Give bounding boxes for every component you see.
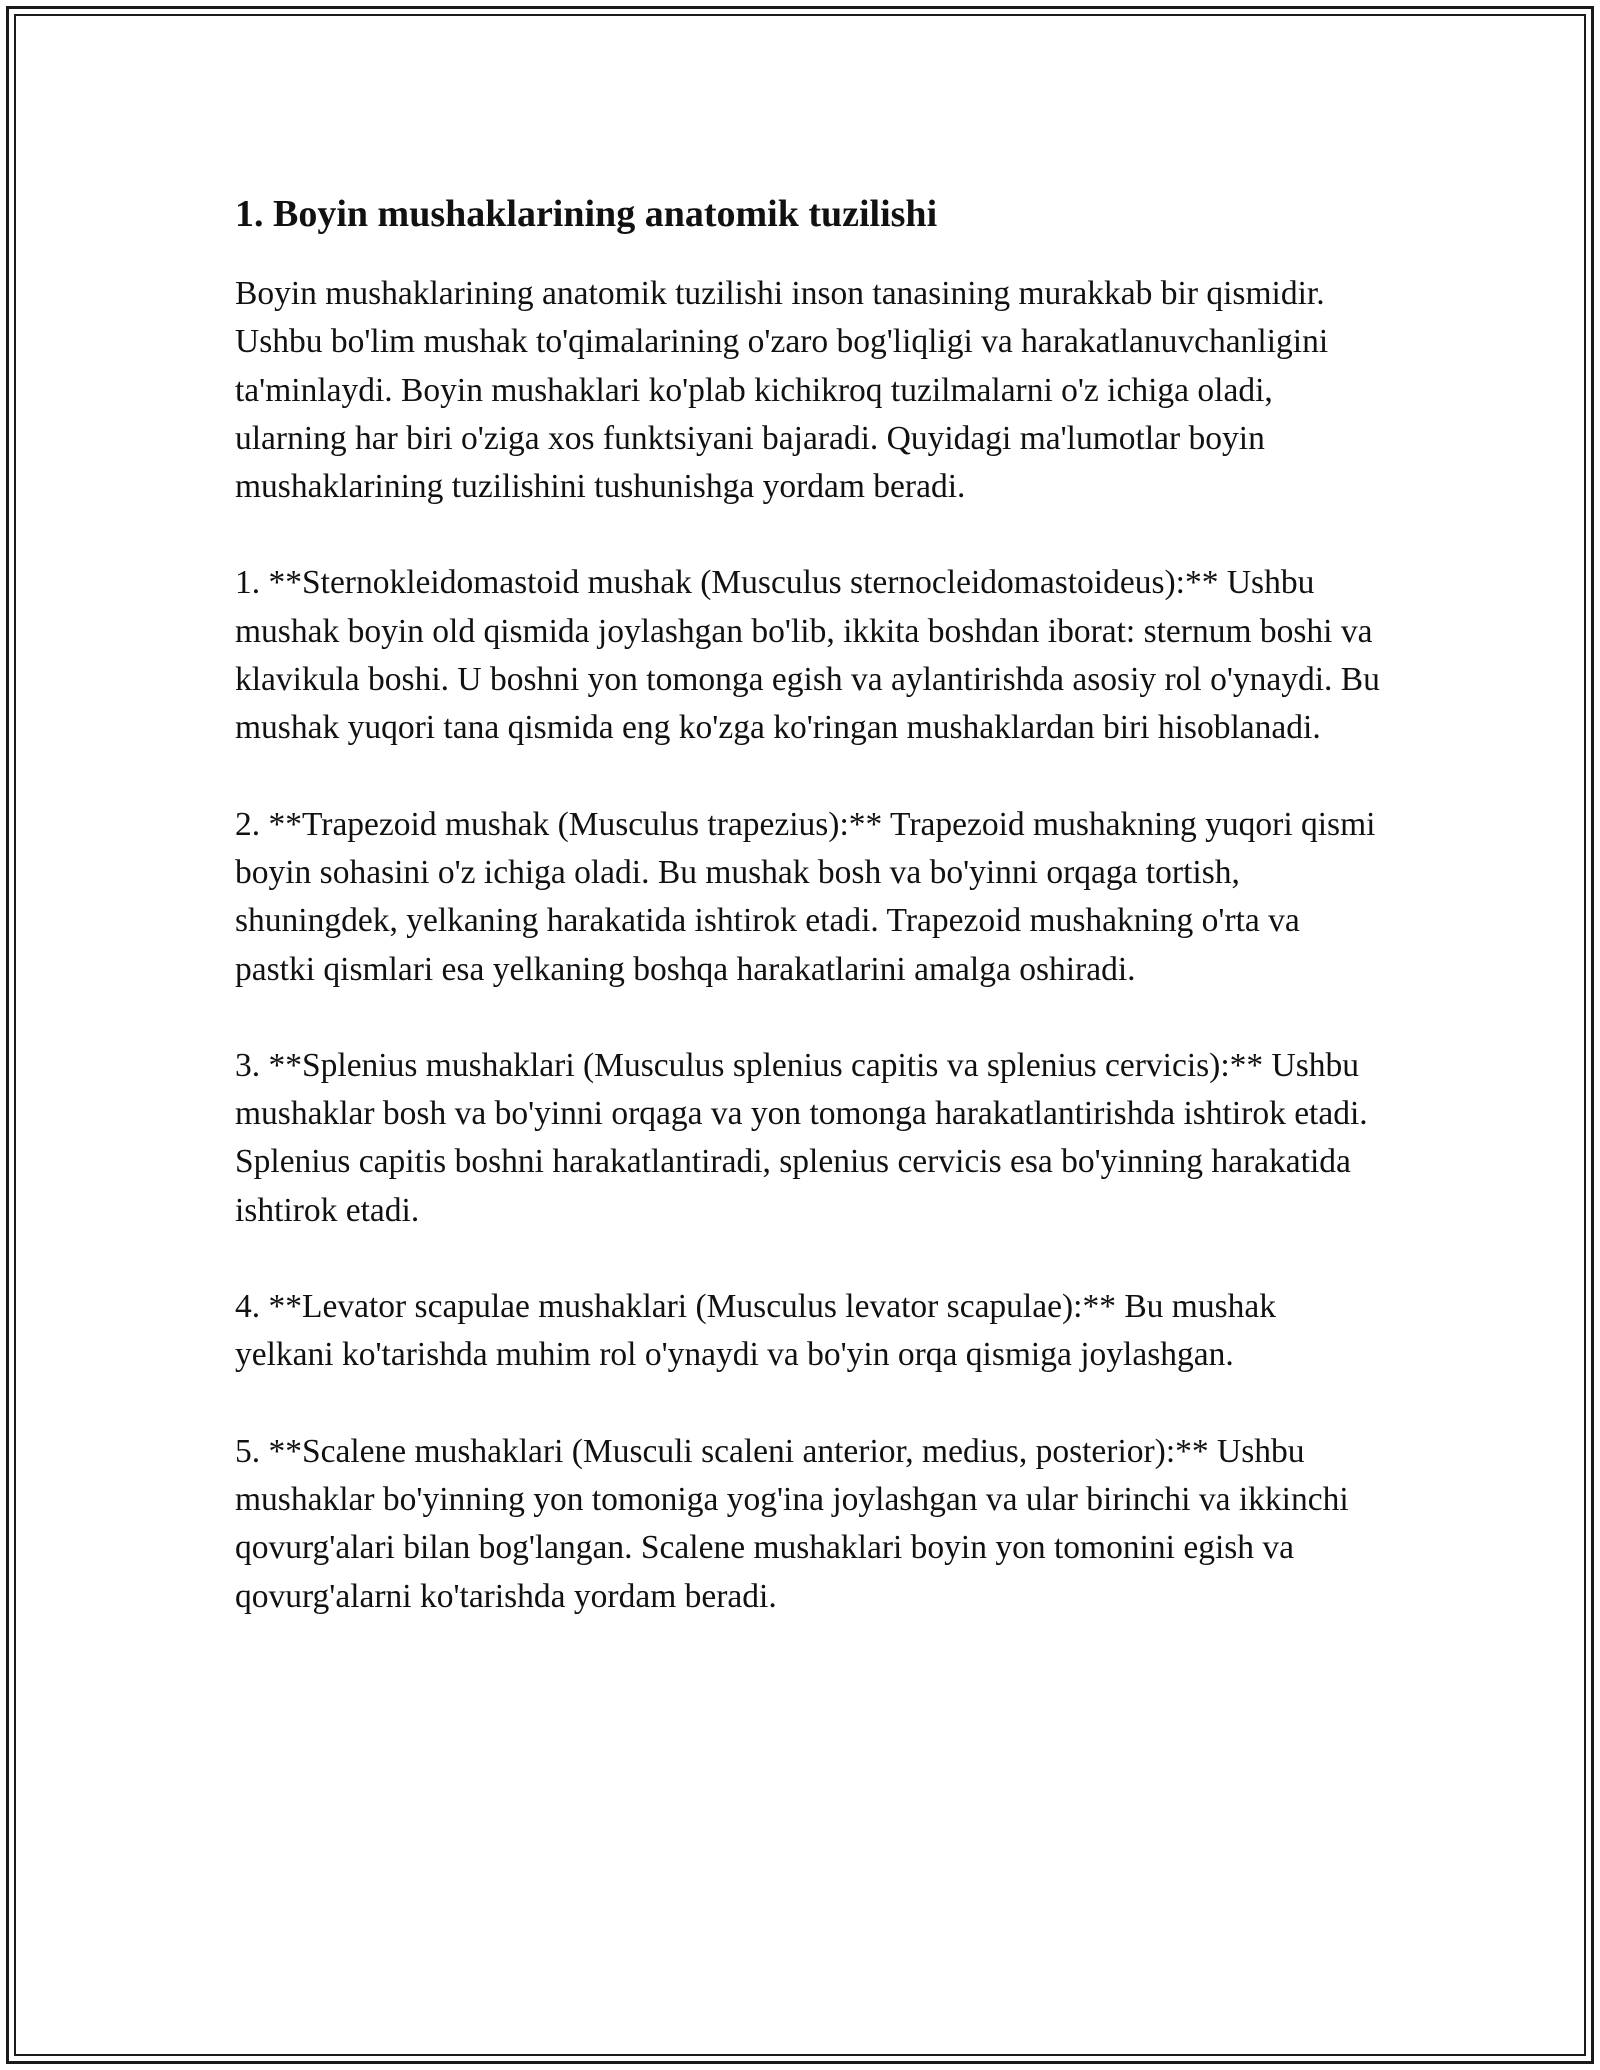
intro-paragraph: Boyin mushaklarining anatomik tuzilishi inson tanasining murakkab bir qismidir. Ushbu bo'lim mushak to'qimalarining o'zaro bog'liqligi va harakatlanuvchanligini ta'minlaydi. Boyin mushaklari ko'plab kichikroq tuzilmalarni o'z ichiga oladi, ularning har biri o'ziga xos funktsiyani bajaradi. Quyidagi ma'lumotlar boyin mushaklarining tuzilishini tushunishga yordam beradi. bbox=[235, 275, 1329, 506]
paragraph-sternocleidomastoid: 1. **Sternokleidomastoid mushak (Musculus sternocleidomastoideus):** Ushbu mushak boyin old qismida joylashgan bo'lib, ikkita boshdan iborat: sternum boshi va klavikula boshi. U boshni yon tomonga egish va aylantirishda asosiy rol o'ynaydi. Bu mushak yuqori tana qismida eng ko'zga ko'ringan mushaklardan biri hisoblanadi. bbox=[235, 564, 1380, 747]
document-body bbox=[235, 188, 1380, 1669]
paragraph-scalene: 5. **Scalene mushaklari (Musculi scaleni anterior, medius, posterior):** Ushbu mushaklar bo'yinning yon tomoniga yog'ina joylashgan va ular birinchi va ikkinchi qovurg'alari bilan bog'langan. Scalene mushaklari boyin yon tomonini egish va qovurg'alarni ko'tarishda yordam beradi. bbox=[235, 1432, 1349, 1615]
paragraph-levator-scapulae: 4. **Levator scapulae mushaklari (Musculus levator scapulae):** Bu mushak yelkani ko'tarishda muhim rol o'ynaydi va bo'yin orqa qismiga joylashgan. bbox=[235, 1288, 1277, 1374]
section-heading: 1. Boyin mushaklarining anatomik tuzilishi bbox=[235, 193, 938, 235]
paragraph-trapezius: 2. **Trapezoid mushak (Musculus trapezius):** Trapezoid mushakning yuqori qismi boyin sohasini o'z ichiga oladi. Bu mushak bosh va bo'yinni orqaga tortish, shuningdek, yelkaning harakatida ishtirok etadi. Trapezoid mushakning o'rta va pastki qismlari esa yelkaning boshqa harakatlarini amalga oshiradi. bbox=[235, 805, 1376, 988]
paragraph-splenius: 3. **Splenius mushaklari (Musculus splenius capitis va splenius cervicis):** Ushbu mushaklar bosh va bo'yinni orqaga va yon tomonga harakatlantirishda ishtirok etadi. Splenius capitis boshni harakatlantiradi, splenius cervicis esa bo'yinning harakatida ishtirok etadi. bbox=[235, 1046, 1368, 1229]
